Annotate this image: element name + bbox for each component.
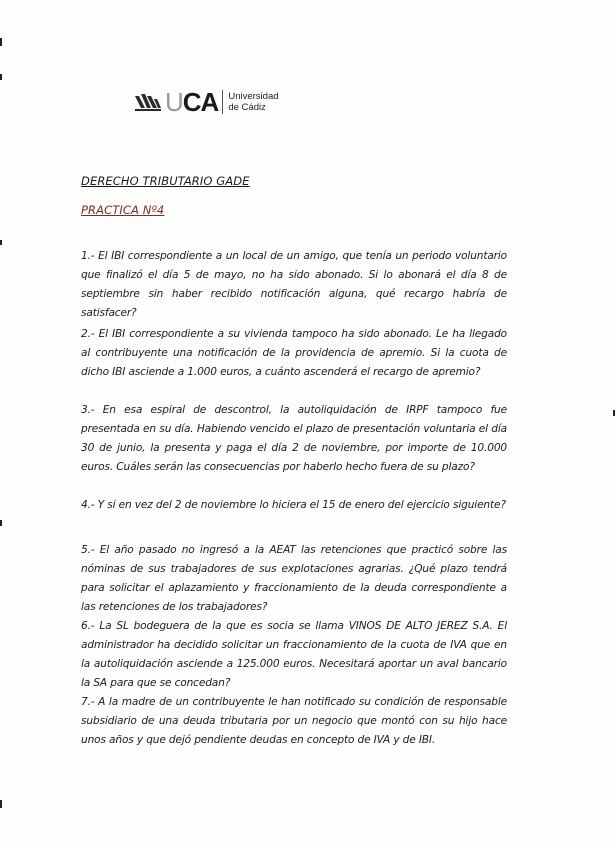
question-5: 5.- El año pasado no ingresó a la AEAT las retenciones que practicó sobre las nóminas de sus trabajadores de sus explotaciones agrarias. ¿Qué plazo tendrá para solicitar el aplazamiento y fraccionamiento de la deuda correspondiente a las retenciones de los trabajadores? [81,544,507,613]
scan-edge-mark [0,74,2,80]
question-3: 3.- En esa espiral de descontrol, la autoliquidación de IRPF tampoco fue presentada en su día. Habiendo vencido el plazo de presentación voluntaria el día 30 de junio, la presenta y paga el día 2 de noviembre, por importe de 10.000 euros. Cuáles serán las consecuencias por haberlo hecho fuera de su plazo? [81,404,507,473]
scan-edge-mark [0,38,2,46]
question-1: 1.- El IBI correspondiente a un local de un amigo, que tenía un periodo voluntario que finalizó el día 5 de mayo, no ha sido abonado. Si lo abonará el día 8 de septiembre sin haber recibido notificación alguna, qué recargo habría de satisfacer? [81,250,507,319]
scan-edge-mark [613,410,615,416]
university-name: Universidad de Cádiz [228,91,279,113]
uca-acronym: UCA [165,87,219,117]
scan-edge-mark [0,800,2,808]
university-logo [133,88,279,116]
practice-title: PRACTICA Nº4 [81,203,165,217]
question-4: 4.- Y si en vez del 2 de noviembre lo hiciera el 15 de enero del ejercicio siguiente? [81,499,506,511]
uca-emblem-icon [133,90,163,114]
scan-edge-mark [0,240,2,245]
question-2: 2.- El IBI correspondiente a su vivienda tampoco ha sido abonado. Le ha llegado al contribuyente una notificación de la providencia de apremio. Si la cuota de dicho IBI asciende a 1.000 euros, a cuánto ascenderá el recargo de apremio? [81,328,507,378]
logo-separator [222,90,223,114]
course-title: DERECHO TRIBUTARIO GADE [81,174,250,188]
question-7: 7.- A la madre de un contribuyente le han notificado su condición de responsable subsidiario de una deuda tributaria por un negocio que montó con su hijo hace unos años y que dejó pendiente deudas en concepto de IVA y de IBI. [81,696,507,746]
scan-edge-mark [0,520,2,526]
question-6: 6.- La SL bodeguera de la que es socia se llama VINOS DE ALTO JEREZ S.A. El administrador ha decidido solicitar un fraccionamiento de la cuota de IVA que en la autoliquidación asciende a 125.000 euros. Necesitará aportar un aval bancario la SA para que se concedan? [81,620,507,689]
